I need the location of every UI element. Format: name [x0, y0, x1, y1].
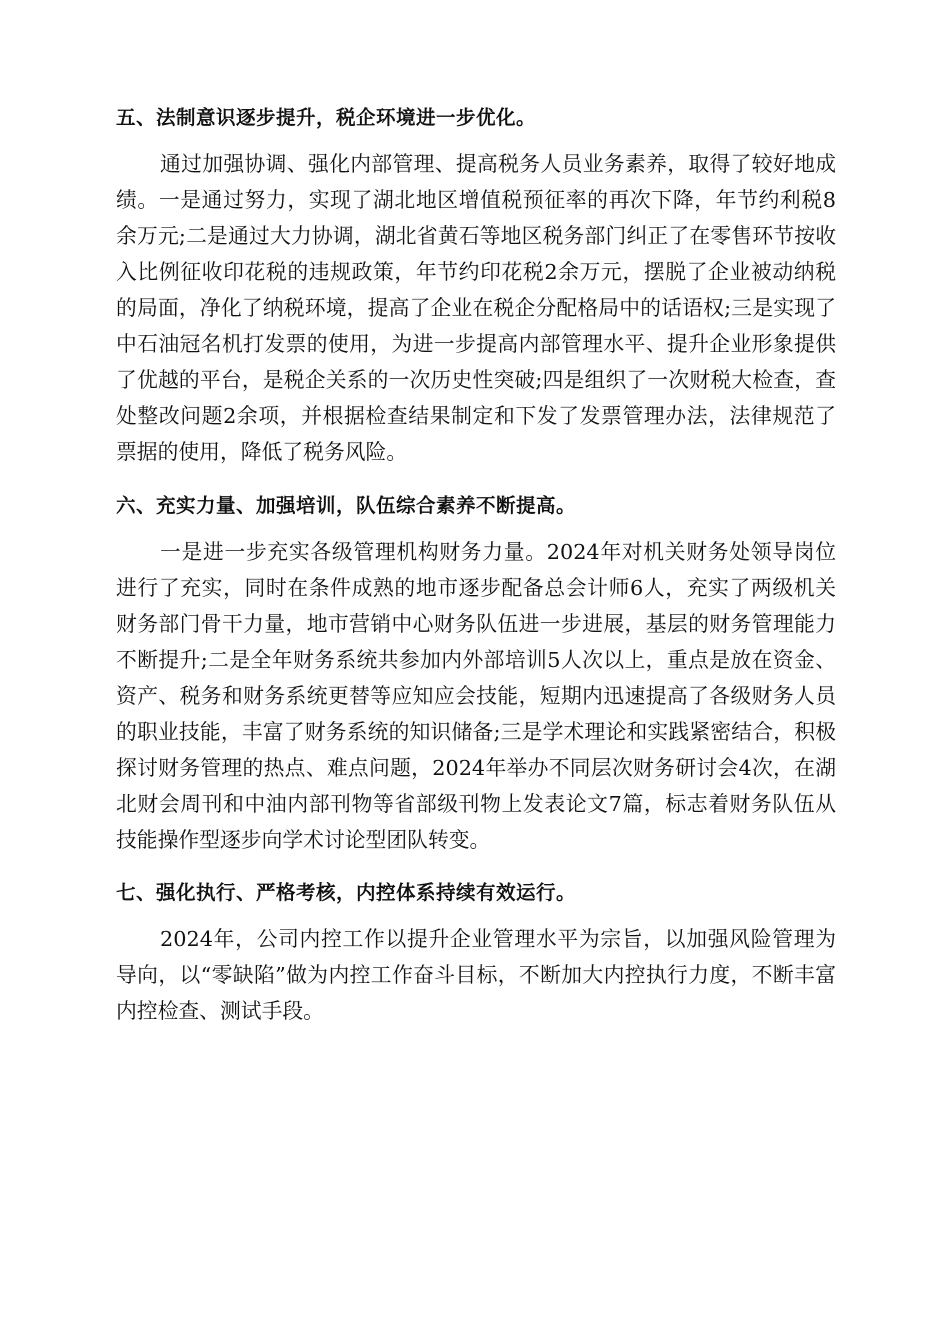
section-legal-awareness [116, 100, 836, 470]
section-heading: 七、强化执行、严格考核，内控体系持续有效运行。 [116, 881, 577, 904]
section-internal-control [116, 875, 836, 1029]
document-body [116, 100, 836, 1045]
section-paragraph: 2024年，公司内控工作以提升企业管理水平为宗旨，以加强风险管理为导向，以“零缺陷”做为内控工作奋斗目标，不断加大内控执行力度，不断丰富内控检查、测试手段。 [116, 927, 836, 1023]
section-paragraph: 通过加强协调、强化内部管理、提高税务人员业务素养，取得了较好地成绩。一是通过努力，实现了湖北地区增值税预征率的再次下降，年节约利税8余万元;二是通过大力协调，湖北省黄石等地区税务部门纠正了在零售环节按收入比例征收印花税的违规政策，年节约印花税2余万元，摆脱了企业被动纳税的局面，净化了纳税环境，提高了企业在税企分配格局中的话语权;三是实现了中石油冠名机打发票的使用，为进一步提高内部管理水平、提升企业形象提供了优越的平台，是税企关系的一次历史性突破;四是组织了一次财税大检查，查处整改问题2余项，并根据检查结果制定和下发了发票管理办法，法律规范了票据的使用，降低了税务风险。 [116, 152, 836, 464]
section-paragraph: 一是进一步充实各级管理机构财务力量。2024年对机关财务处领导岗位进行了充实，同时在条件成熟的地市逐步配备总会计师6人，充实了两级机关财务部门骨干力量，地市营销中心财务队伍进一步进展，基层的财务管理能力不断提升;二是全年财务系统共参加内外部培训5人次以上，重点是放在资金、资产、税务和财务系统更替等应知应会技能，短期内迅速提高了各级财务人员的职业技能，丰富了财务系统的知识储备;三是学术理论和实践紧密结合，积极探讨财务管理的热点、难点问题，2024年举办不同层次财务研讨会4次，在湖北财会周刊和中油内部刊物等省部级刊物上发表论文7篇，标志着财务队伍从技能操作型逐步向学术讨论型团队转变。 [116, 540, 836, 852]
section-team-training [116, 488, 836, 858]
section-heading: 五、法制意识逐步提升，税企环境进一步优化。 [116, 106, 537, 129]
section-heading: 六、充实力量、加强培训，队伍综合素养不断提高。 [116, 494, 577, 517]
